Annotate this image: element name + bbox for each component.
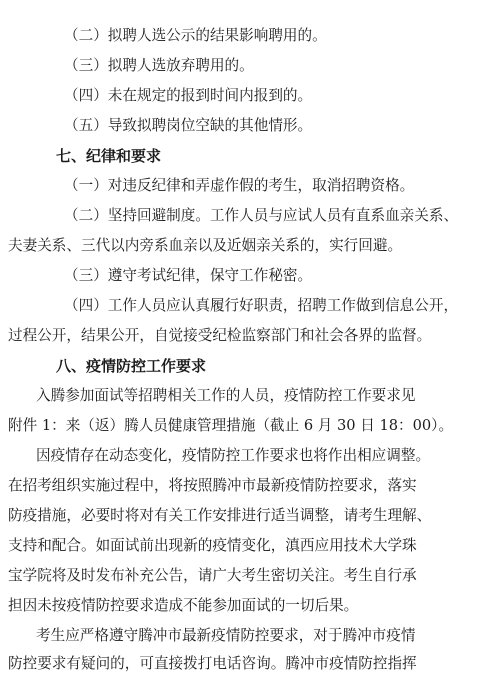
paragraph-line: 考生应严格遵守腾冲市最新疫情防控要求，对于腾冲市疫情	[36, 627, 416, 644]
list-item-5: （五）导致拟聘岗位空缺的其他情形。	[64, 117, 313, 134]
paragraph-line: 在招考组织实施过程中，将按照腾冲市最新疫情防控要求，落实	[8, 477, 417, 494]
list-item-3: （三）拟聘人选放弃聘用的。	[64, 57, 254, 74]
paragraph-line: 因疫情存在动态变化，疫情防控工作要求也将作出相应调整。	[36, 447, 431, 464]
discipline-item-1: （一）对违反纪律和弄虚作假的考生，取消招聘资格。	[64, 177, 415, 194]
discipline-item-4-cont: 过程公开，结果公开，自觉接受纪检监察部门和社会各界的监督。	[8, 327, 432, 344]
list-item-4: （四）未在规定的报到时间内报到的。	[64, 87, 313, 104]
discipline-item-4: （四）工作人员应认真履行好职责，招聘工作做到信息公开，	[64, 297, 459, 314]
discipline-item-2: （二）坚持回避制度。工作人员与应试人员有直系血亲关系、	[64, 207, 459, 224]
list-item-2: （二）拟聘人选公示的结果影响聘用的。	[64, 27, 327, 44]
paragraph-line: 防控要求有疑问的，可直接拨打电话咨询。腾冲市疫情防控指挥	[8, 655, 417, 672]
section-heading-8: 八、疫情防控工作要求	[56, 357, 207, 375]
paragraph-line: 支持和配合。如面试前出现新的疫情变化，滇西应用技术大学珠	[8, 537, 417, 554]
section-heading-7: 七、纪律和要求	[56, 147, 162, 165]
paragraph-line: 入腾参加面试等招聘相关工作的人员，疫情防控工作要求见	[36, 387, 416, 404]
paragraph-line: 宝学院将及时发布补充公告，请广大考生密切关注。考生自行承	[8, 567, 417, 584]
discipline-item-3: （三）遵守考试纪律，保守工作秘密。	[64, 267, 313, 284]
discipline-item-2-cont: 夫妻关系、三代以内旁系血亲以及近姻亲关系的，实行回避。	[8, 237, 403, 254]
paragraph-line: 担因未按疫情防控要求造成不能参加面试的一切后果。	[8, 597, 359, 614]
paragraph-line: 附件 1：来（返）腾人员健康管理措施（截止 6 月 30 日 18：00）。	[8, 417, 454, 434]
paragraph-line: 防疫措施，必要时将对有关工作安排进行适当调整，请考生理解、	[8, 507, 432, 524]
